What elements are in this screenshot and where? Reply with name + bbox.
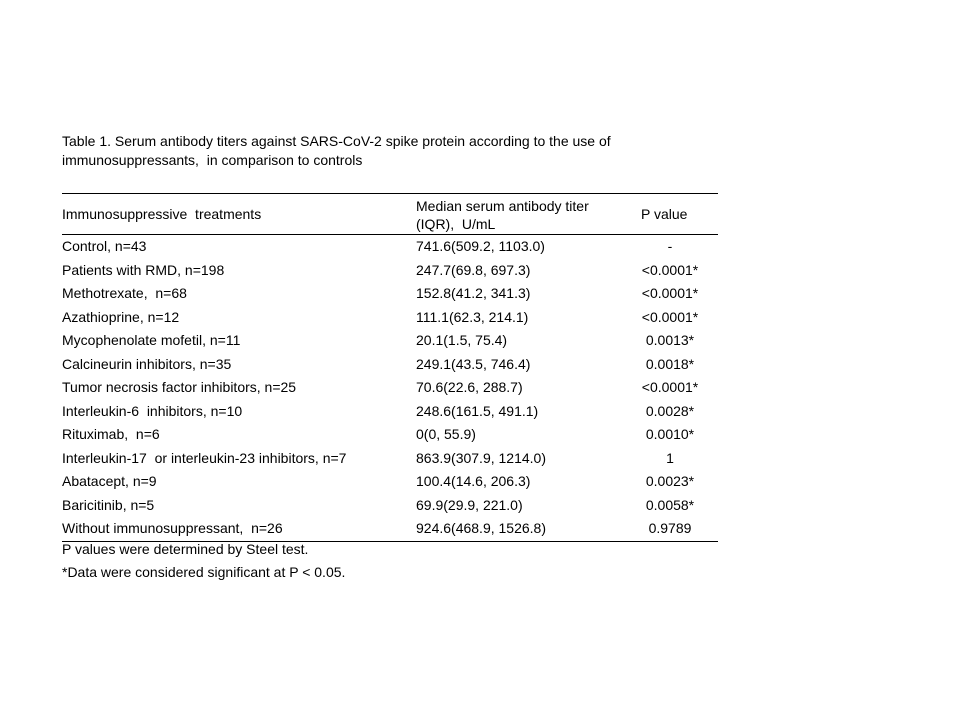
table-row: [62, 447, 718, 471]
table-body: [62, 235, 718, 542]
cell-p-value: 0.0028*: [645, 402, 695, 419]
cell-treatment: Azathioprine, n=12: [62, 308, 180, 325]
cell-titer: 247.7(69.8, 697.3): [416, 261, 531, 278]
cell-p-value: -: [667, 238, 673, 254]
table-row: [62, 235, 718, 259]
cell-titer: 741.6(509.2, 1103.0): [416, 238, 545, 254]
cell-p-value: 0.0010*: [645, 426, 695, 442]
cell-treatment: Control, n=43: [62, 238, 147, 254]
table-row: [62, 494, 718, 518]
header-treatment: Immunosuppressive treatments: [62, 206, 262, 222]
table-caption: Table 1. Serum antibody titers against SARS-CoV-2 spike protein according to the use of immunosuppressants, in comparison to controls: [62, 133, 615, 168]
cell-treatment: Calcineurin inhibitors, n=35: [62, 355, 232, 372]
cell-titer: 20.1(1.5, 75.4): [416, 332, 508, 348]
header-titer-line2: (IQR), U/mL: [416, 216, 496, 232]
cell-treatment: Abatacept, n=9: [62, 473, 157, 489]
cell-p-value: <0.0001*: [641, 261, 699, 278]
cell-treatment: Tumor necrosis factor inhibitors, n=25: [62, 379, 297, 395]
cell-p-value: 0.9789: [648, 520, 692, 536]
cell-p-value: <0.0001*: [641, 285, 699, 301]
cell-titer: 249.1(43.5, 746.4): [416, 355, 531, 372]
header-titer: [416, 197, 589, 233]
cell-treatment: Rituximab, n=6: [62, 426, 160, 442]
cell-treatment: Baricitinib, n=5: [62, 496, 155, 513]
table-row: [62, 376, 718, 400]
header-p-value: P value: [641, 206, 688, 222]
cell-p-value: 0.0013*: [645, 332, 695, 348]
cell-titer: 248.6(161.5, 491.1): [416, 402, 539, 419]
table-row: [62, 470, 718, 494]
cell-titer: 69.9(29.9, 221.0): [416, 496, 523, 513]
table-row: [62, 423, 718, 447]
results-table: [62, 193, 718, 542]
cell-titer: 152.8(41.2, 341.3): [416, 285, 531, 301]
table-row: [62, 353, 718, 377]
cell-p-value: <0.0001*: [641, 379, 699, 395]
cell-titer: 100.4(14.6, 206.3): [416, 473, 531, 489]
cell-p-value: 0.0018*: [645, 355, 695, 372]
note-steel-test: P values were determined by Steel test.: [62, 541, 309, 557]
header-titer-line1: Median serum antibody titer: [416, 198, 589, 214]
table-row: [62, 329, 718, 353]
cell-p-value: <0.0001*: [641, 308, 699, 325]
cell-titer: 863.9(307.9, 1214.0): [416, 449, 546, 466]
cell-treatment: Without immunosuppressant, n=26: [62, 520, 283, 536]
note-significance: *Data were considered significant at P < 0.05.: [62, 564, 346, 580]
cell-treatment: Methotrexate, n=68: [62, 285, 187, 301]
cell-titer: 70.6(22.6, 288.7): [416, 379, 523, 395]
table-row: [62, 282, 718, 306]
cell-p-value: 0.0058*: [645, 496, 695, 513]
table-row: [62, 259, 718, 283]
cell-treatment: Interleukin-17 or interleukin-23 inhibitors, n=7: [62, 449, 347, 466]
cell-titer: 111.1(62.3, 214.1): [416, 308, 529, 325]
cell-treatment: Interleukin-6 inhibitors, n=10: [62, 402, 243, 419]
cell-p-value: 1: [666, 449, 674, 466]
table-row: [62, 306, 718, 330]
table-header-row: [62, 194, 718, 235]
cell-treatment: Patients with RMD, n=198: [62, 261, 225, 278]
cell-p-value: 0.0023*: [645, 473, 695, 489]
cell-titer: 0(0, 55.9): [416, 426, 476, 442]
cell-titer: 924.6(468.9, 1526.8): [416, 520, 546, 536]
table-notes: [62, 538, 345, 584]
cell-treatment: Mycophenolate mofetil, n=11: [62, 332, 241, 348]
table-row: [62, 400, 718, 424]
